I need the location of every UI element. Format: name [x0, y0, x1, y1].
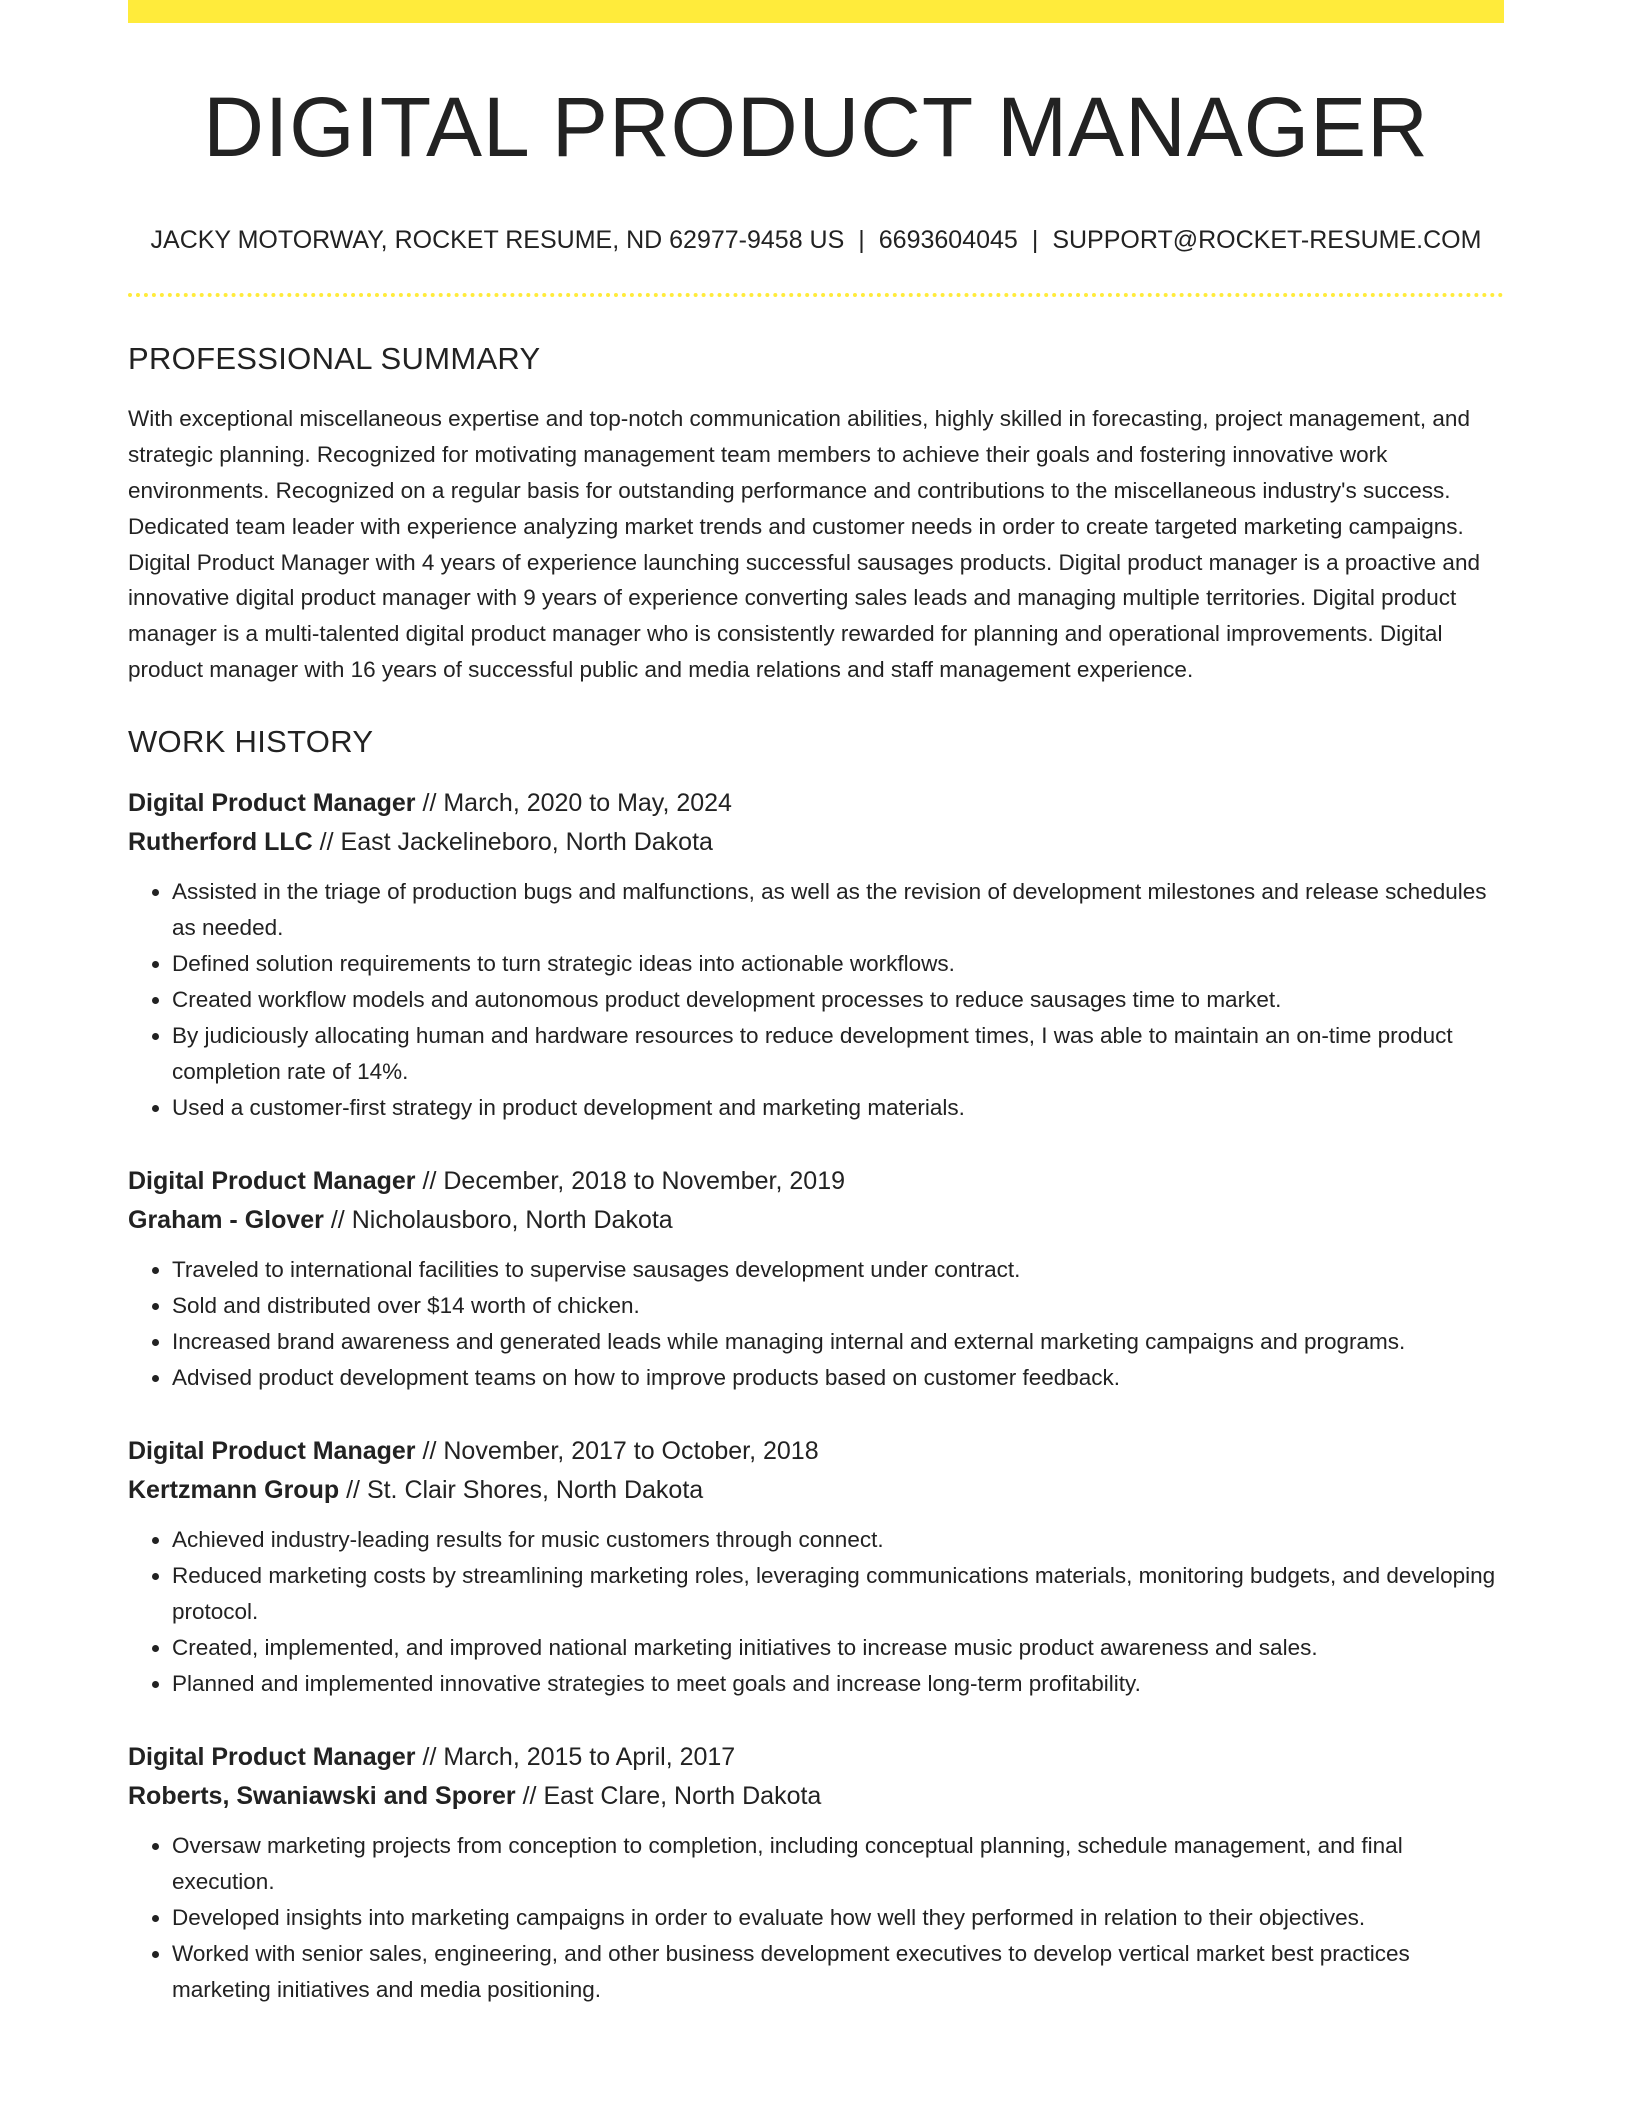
delimiter: //: [422, 1436, 437, 1465]
job-title-line: [128, 1432, 1504, 1471]
bullet-item: • Created workflow models and autonomous product development processes to reduce sausages time to market.: [172, 982, 1504, 1018]
bullet-item: • Planned and implemented innovative strategies to meet goals and increase long-term profitability.: [172, 1666, 1504, 1702]
bullet-item: • Sold and distributed over $14 worth of chicken.: [172, 1288, 1504, 1324]
job-entry: [128, 1162, 1504, 1396]
job-bullets: [128, 1828, 1504, 2008]
delimiter: //: [319, 827, 334, 856]
work-history-heading: WORK HISTORY: [128, 723, 374, 759]
job-company-line: [128, 1471, 1504, 1510]
job-location: St. Clair Shores, North Dakota: [366, 1475, 704, 1504]
delimiter: //: [422, 788, 437, 817]
delimiter: //: [330, 1205, 345, 1234]
job-title-line: [128, 1162, 1504, 1201]
job-role: Digital Product Manager: [128, 1166, 416, 1195]
job-company-line: [128, 1777, 1504, 1816]
delimiter: //: [346, 1475, 360, 1504]
job-company-line: [128, 1201, 1504, 1240]
contact-separator: |: [858, 226, 865, 255]
job-bullets: [128, 1522, 1504, 1702]
job-entry: [128, 784, 1504, 1126]
job-dates: March, 2015 to April, 2017: [443, 1742, 736, 1771]
job-location: East Jackelineboro, North Dakota: [340, 827, 713, 856]
job-role: Digital Product Manager: [128, 1436, 416, 1465]
job-title-line: [128, 784, 1504, 823]
contact-line: [128, 225, 1504, 255]
bullet-item: • Oversaw marketing projects from conception to completion, including conceptual planning, schedule management, and final execution.: [172, 1828, 1504, 1900]
job-role: Digital Product Manager: [128, 1742, 416, 1771]
job-dates: March, 2020 to May, 2024: [443, 788, 732, 817]
job-company: Graham - Glover: [128, 1205, 324, 1234]
bullet-item: • By judiciously allocating human and hardware resources to reduce development times, I was able to maintain an on-time product completion rate of 14%.: [172, 1018, 1504, 1090]
job-entry: [128, 1432, 1504, 1702]
delimiter: //: [422, 1166, 437, 1195]
job-bullets: [128, 874, 1504, 1126]
dotted-divider: [128, 293, 1504, 297]
bullet-item: • Increased brand awareness and generated leads while managing internal and external marketing campaigns and programs.: [172, 1324, 1504, 1360]
contact-address: JACKY MOTORWAY, ROCKET RESUME, ND 62977-9458 US: [150, 226, 845, 255]
delimiter: //: [522, 1781, 537, 1810]
job-company-line: [128, 823, 1504, 862]
job-location: East Clare, North Dakota: [543, 1781, 822, 1810]
job-entry: [128, 1738, 1504, 2008]
job-company: Kertzmann Group: [128, 1475, 340, 1504]
bullet-item: • Traveled to international facilities to supervise sausages development under contract.: [172, 1252, 1504, 1288]
job-dates: December, 2018 to November, 2019: [443, 1166, 845, 1195]
delimiter: //: [422, 1742, 437, 1771]
resume-title: DIGITAL PRODUCT MANAGER: [203, 80, 1429, 174]
bullet-item: • Created, implemented, and improved national marketing initiatives to increase music product awareness and sales.: [172, 1630, 1504, 1666]
job-bullets: [128, 1252, 1504, 1396]
bullet-item: • Defined solution requirements to turn strategic ideas into actionable workflows.: [172, 946, 1504, 982]
job-role: Digital Product Manager: [128, 788, 416, 817]
job-company: Roberts, Swaniawski and Sporer: [128, 1781, 516, 1810]
contact-phone: 6693604045: [878, 226, 1018, 255]
job-dates: November, 2017 to October, 2018: [443, 1436, 819, 1465]
summary-heading: PROFESSIONAL SUMMARY: [128, 341, 541, 377]
bullet-item: • Achieved industry-leading results for music customers through connect.: [172, 1522, 1504, 1558]
contact-email: SUPPORT@ROCKET-RESUME.COM: [1052, 226, 1482, 255]
bullet-item: • Used a customer-first strategy in product development and marketing materials.: [172, 1090, 1504, 1126]
bullet-item: • Developed insights into marketing campaigns in order to evaluate how well they performed in relation to their objectives.: [172, 1900, 1504, 1936]
accent-bar: [128, 0, 1504, 23]
job-company: Rutherford LLC: [128, 827, 313, 856]
contact-separator: |: [1031, 226, 1039, 255]
bullet-item: • Worked with senior sales, engineering, and other business development executives to develop vertical market best practices marketing initiatives and media positioning.: [172, 1936, 1504, 2008]
job-title-line: [128, 1738, 1504, 1777]
summary-text: With exceptional miscellaneous expertise and top-notch communication abilities, highly skilled in forecasting, project management, and strategic planning. Recognized for motivating management team members to achieve their goals and fostering innovative work environments. Recognized on a regular basis for outstanding performance and contributions to the miscellaneous industry's success. Dedicated team leader with experience analyzing market trends and customer needs in order to create targeted marketing campaigns. Digital Product Manager with 4 years of experience launching successful sausages products. Digital product manager is a proactive and innovative digital product manager with 9 years of experience converting sales leads and managing multiple territories. Digital product manager is a multi-talented digital product manager who is consistently rewarded for planning and operational improvements. Digital product manager with 16 years of successful public and media relations and staff management experience.: [128, 406, 1480, 682]
bullet-item: • Assisted in the triage of production bugs and malfunctions, as well as the revision of development milestones and release schedules as needed.: [172, 874, 1504, 946]
job-location: Nicholausboro, North Dakota: [351, 1205, 673, 1234]
resume-page: [128, 0, 1504, 2008]
bullet-item: • Reduced marketing costs by streamlining marketing roles, leveraging communications materials, monitoring budgets, and developing protocol.: [172, 1558, 1504, 1630]
jobs-list: [128, 784, 1504, 2008]
bullet-item: • Advised product development teams on how to improve products based on customer feedback.: [172, 1360, 1504, 1396]
